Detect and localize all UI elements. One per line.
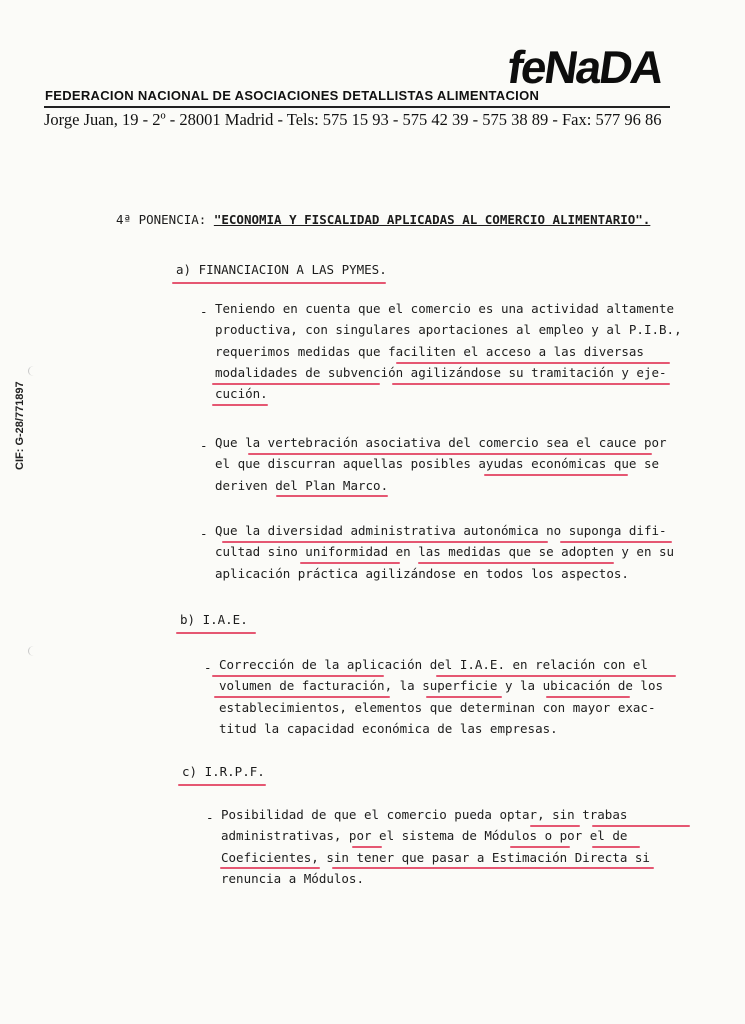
punch-hole-mark — [28, 366, 39, 376]
highlight-underline — [592, 825, 690, 827]
bullet-dash: - — [200, 438, 208, 453]
organization-address: Jorge Juan, 19 - 2º - 28001 Madrid - Tels: 575 15 93 - 575 42 39 - 575 38 89 - Fax: 577 96 86 — [44, 110, 662, 129]
text-line: deriven del Plan Marco. — [215, 477, 389, 493]
text-line: cución. — [215, 386, 268, 402]
highlight-underline — [172, 282, 386, 284]
ponencia-title — [116, 212, 650, 227]
text-line: volumen de facturación, la superficie y la ubicación de los — [219, 678, 664, 694]
text-line: Coeficientes, sin tener que pasar a Estimación Directa si — [221, 849, 650, 865]
text-line: renuncia a Módulos. — [221, 870, 364, 886]
text-line: administrativas, por el sistema de Módulos o por el de — [221, 828, 628, 844]
paragraph-a3 — [215, 520, 674, 584]
highlight-underline — [592, 846, 640, 848]
text-line: Que la diversidad administrativa autonómica no suponga difi- — [215, 523, 667, 538]
bullet-dash: - — [204, 660, 212, 675]
highlight-underline — [396, 362, 670, 364]
section-heading-c: c) I.R.P.F. — [182, 764, 265, 779]
ponencia-topic: "ECONOMIA Y FISCALIDAD APLICADAS AL COMERCIO ALIMENTARIO". — [213, 212, 651, 227]
highlight-underline — [276, 495, 388, 497]
highlight-underline — [392, 383, 670, 385]
bullet-dash: - — [200, 526, 208, 541]
paragraph-c1 — [221, 804, 650, 889]
text-line: modalidades de subvención agilizándose su tramitación y eje- — [215, 364, 667, 380]
highlight-underline — [546, 696, 630, 698]
text-line: productiva, con singulares aportaciones al empleo y al P.I.B., — [215, 322, 682, 338]
organization-name: FEDERACION NACIONAL DE ASOCIACIONES DETALLISTAS ALIMENTACION — [45, 88, 540, 103]
highlight-underline — [352, 846, 382, 848]
paragraph-a2 — [215, 432, 667, 496]
highlight-underline — [214, 696, 390, 698]
highlight-underline — [436, 675, 676, 677]
text-line: Posibilidad de que el comercio pueda optar, sin trabas — [221, 807, 628, 822]
highlight-underline — [222, 541, 548, 543]
text-line: Que la vertebración asociativa del comercio sea el cauce por — [215, 435, 667, 450]
text-line: cultad sino uniformidad en las medidas que se adopten y en su — [215, 544, 675, 560]
highlight-underline — [484, 474, 628, 476]
highlight-underline — [510, 846, 570, 848]
highlight-underline — [300, 562, 400, 564]
highlight-underline — [418, 562, 614, 564]
highlight-underline — [212, 675, 384, 677]
highlight-underline — [178, 784, 266, 786]
text-line: establecimientos, elementos que determinan con mayor exac- — [219, 699, 656, 715]
bullet-dash: - — [200, 304, 208, 319]
highlight-underline — [560, 541, 672, 543]
highlight-underline — [176, 632, 256, 634]
highlight-underline — [212, 404, 268, 406]
highlight-underline — [248, 453, 652, 455]
fenada-logo: feNaDA — [504, 41, 666, 93]
highlight-underline — [220, 867, 320, 869]
section-heading-a: a) FINANCIACION A LAS PYMES. — [176, 262, 387, 277]
text-line: Teniendo en cuenta que el comercio es una actividad altamente — [215, 301, 675, 316]
text-line: requerimos medidas que faciliten el acceso a las diversas — [215, 343, 644, 359]
header-divider — [44, 106, 670, 108]
highlight-underline — [332, 867, 654, 869]
text-line: el que discurran aquellas posibles ayudas económicas que se — [215, 456, 660, 472]
paragraph-a1 — [215, 298, 682, 404]
text-line: titud la capacidad económica de las empresas. — [219, 720, 558, 736]
cif-label: CIF: G-28/771897 — [14, 381, 26, 470]
highlight-underline — [426, 696, 502, 698]
text-line: Corrección de la aplicación del I.A.E. en relación con el — [219, 657, 648, 672]
bullet-dash: - — [206, 810, 214, 825]
text-line: aplicación práctica agilizándose en todos los aspectos. — [215, 565, 629, 581]
punch-hole-mark — [28, 646, 39, 656]
section-heading-b: b) I.A.E. — [180, 612, 248, 627]
highlight-underline — [212, 383, 380, 385]
highlight-underline — [530, 825, 580, 827]
ponencia-prefix: 4ª PONENCIA: — [116, 212, 214, 227]
